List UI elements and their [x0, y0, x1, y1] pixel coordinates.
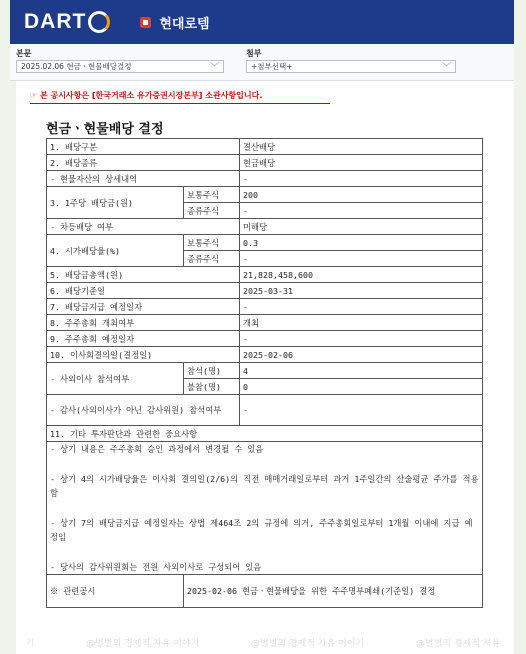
- note-text: - 상기 4의 시가배당율은 이사회 결의일(2/6)의 직전 매매거래일로부터 과거 1주일간의 산술평균 주가를 적용함: [50, 474, 479, 498]
- table-row: [47, 331, 483, 347]
- row-label: 6. 배당기준일: [47, 283, 240, 299]
- dividend-table: [46, 138, 483, 608]
- row-value: -: [240, 251, 483, 267]
- logo-swirl-icon: [88, 11, 110, 33]
- table-row: [47, 315, 483, 331]
- row-sublabel: 종류주식: [184, 203, 240, 219]
- attach-group: [246, 48, 456, 73]
- row-label: 1. 배당구분: [47, 139, 240, 155]
- note-text: - 당사의 감사위원회는 전원 사외이사로 구성되어 있음: [50, 562, 262, 572]
- row-value: 4: [240, 363, 483, 379]
- table-row: [47, 395, 483, 426]
- row-value: 개최: [240, 315, 483, 331]
- attach-selected: +첨부선택+: [251, 62, 293, 71]
- page-title: 현금ㆍ현물배당 결정: [46, 122, 164, 137]
- row-label: - 감사(사외이사가 아닌 감사위원) 참석여부: [47, 395, 240, 426]
- related-label: ※ 관련공시: [47, 575, 184, 608]
- row-sublabel: 보통주식: [184, 235, 240, 251]
- logo-text: DART: [24, 10, 87, 33]
- company-badge-icon: [140, 17, 151, 28]
- row-value: -: [240, 395, 483, 426]
- row-label: 10. 이사회결의일(결정일): [47, 347, 240, 363]
- table-row: [47, 283, 483, 299]
- main-doc-group: [16, 48, 224, 73]
- attach-select[interactable]: [246, 60, 456, 73]
- main-doc-selected: 2025.02.06 현금ㆍ현물배당결정: [21, 62, 132, 71]
- jurisdiction-notice: ☞ 본 공시사항은 [한국거래소 유가증권시장본부] 소관사항입니다.: [30, 90, 330, 104]
- related-disclosure-link[interactable]: 2025-02-06 현금ㆍ현물배당을 위한 주주명부폐쇄(기준일) 결정: [184, 575, 483, 608]
- row-label: - 차등배당 여부: [47, 219, 240, 235]
- notes-cell: [47, 442, 483, 575]
- row-label: 4. 시가배당율(%): [47, 235, 184, 267]
- row-value: 미해당: [240, 219, 483, 235]
- table-row: [47, 267, 483, 283]
- row-label: - 현물자산의 상세내역: [47, 171, 240, 187]
- dart-logo[interactable]: [24, 10, 110, 34]
- row-sublabel: 보통주식: [184, 187, 240, 203]
- row-value: -: [240, 331, 483, 347]
- row-value: 2025-03-31: [240, 283, 483, 299]
- row-value: 2025-02-06: [240, 347, 483, 363]
- row-value: 21,828,458,600: [240, 267, 483, 283]
- row-sublabel: 불참(명): [184, 379, 240, 395]
- chevron-down-icon: ﹀: [441, 63, 451, 73]
- disclosure-content: [16, 80, 514, 640]
- table-row: [47, 219, 483, 235]
- main-doc-label: 본문: [16, 49, 32, 58]
- note-text: - 상기 7의 배당금지급 예정일자는 상법 제464조 2의 규정에 의거, 주주총회일로부터 1개월 이내에 지급 예정임: [50, 518, 473, 542]
- table-row: [47, 426, 483, 442]
- table-row: [47, 155, 483, 171]
- table-row: [47, 575, 483, 608]
- row-value: 0.3: [240, 235, 483, 251]
- table-row: [47, 363, 483, 379]
- row-value: -: [240, 171, 483, 187]
- watermark-text: @별별의 경제적 자유 이야기: [86, 639, 200, 649]
- row-label: 7. 배당금지급 예정일자: [47, 299, 240, 315]
- chevron-down-icon: ﹀: [209, 63, 219, 73]
- main-doc-select[interactable]: [16, 60, 224, 73]
- watermark-text: @별별의 경제적 자유: [415, 639, 501, 649]
- row-value: 200: [240, 187, 483, 203]
- attach-label: 첨부: [246, 49, 262, 58]
- watermark: [0, 636, 526, 654]
- row-sublabel: 참석(명): [184, 363, 240, 379]
- row-label: 3. 1주당 배당금(원): [47, 187, 184, 219]
- table-row: [47, 299, 483, 315]
- table-row: [47, 442, 483, 575]
- row-value: -: [240, 203, 483, 219]
- row-value: 현금배당: [240, 155, 483, 171]
- page-gutter-right: [514, 0, 526, 654]
- row-label: 9. 주주총회 예정일자: [47, 331, 240, 347]
- table-row: [47, 171, 483, 187]
- row-value: -: [240, 299, 483, 315]
- row-label: 2. 배당종류: [47, 155, 240, 171]
- row-sublabel: 종류주식: [184, 251, 240, 267]
- row-value: 결산배당: [240, 139, 483, 155]
- company-title: [140, 13, 209, 32]
- note-text: - 상기 내용은 주주총회 승인 과정에서 변경될 수 있음: [50, 444, 264, 454]
- row-label: 5. 배당금총액(원): [47, 267, 240, 283]
- page-gutter-left: [0, 0, 16, 654]
- document-toolbar: [10, 44, 514, 81]
- table-row: [47, 235, 483, 251]
- row-value: 0: [240, 379, 483, 395]
- table-row: [47, 139, 483, 155]
- company-name: 현대로템: [159, 16, 210, 32]
- table-row: [47, 347, 483, 363]
- row-label: - 사외이사 참석여부: [47, 363, 184, 395]
- dart-header: [10, 0, 514, 44]
- watermark-text: 기: [25, 639, 35, 649]
- row-label: 8. 주주총회 개최여부: [47, 315, 240, 331]
- watermark-text: @별별의 경제적 자유 이야기: [251, 639, 365, 649]
- row-label: 11. 기타 투자판단과 관련한 중요사항: [47, 426, 483, 442]
- table-row: [47, 187, 483, 203]
